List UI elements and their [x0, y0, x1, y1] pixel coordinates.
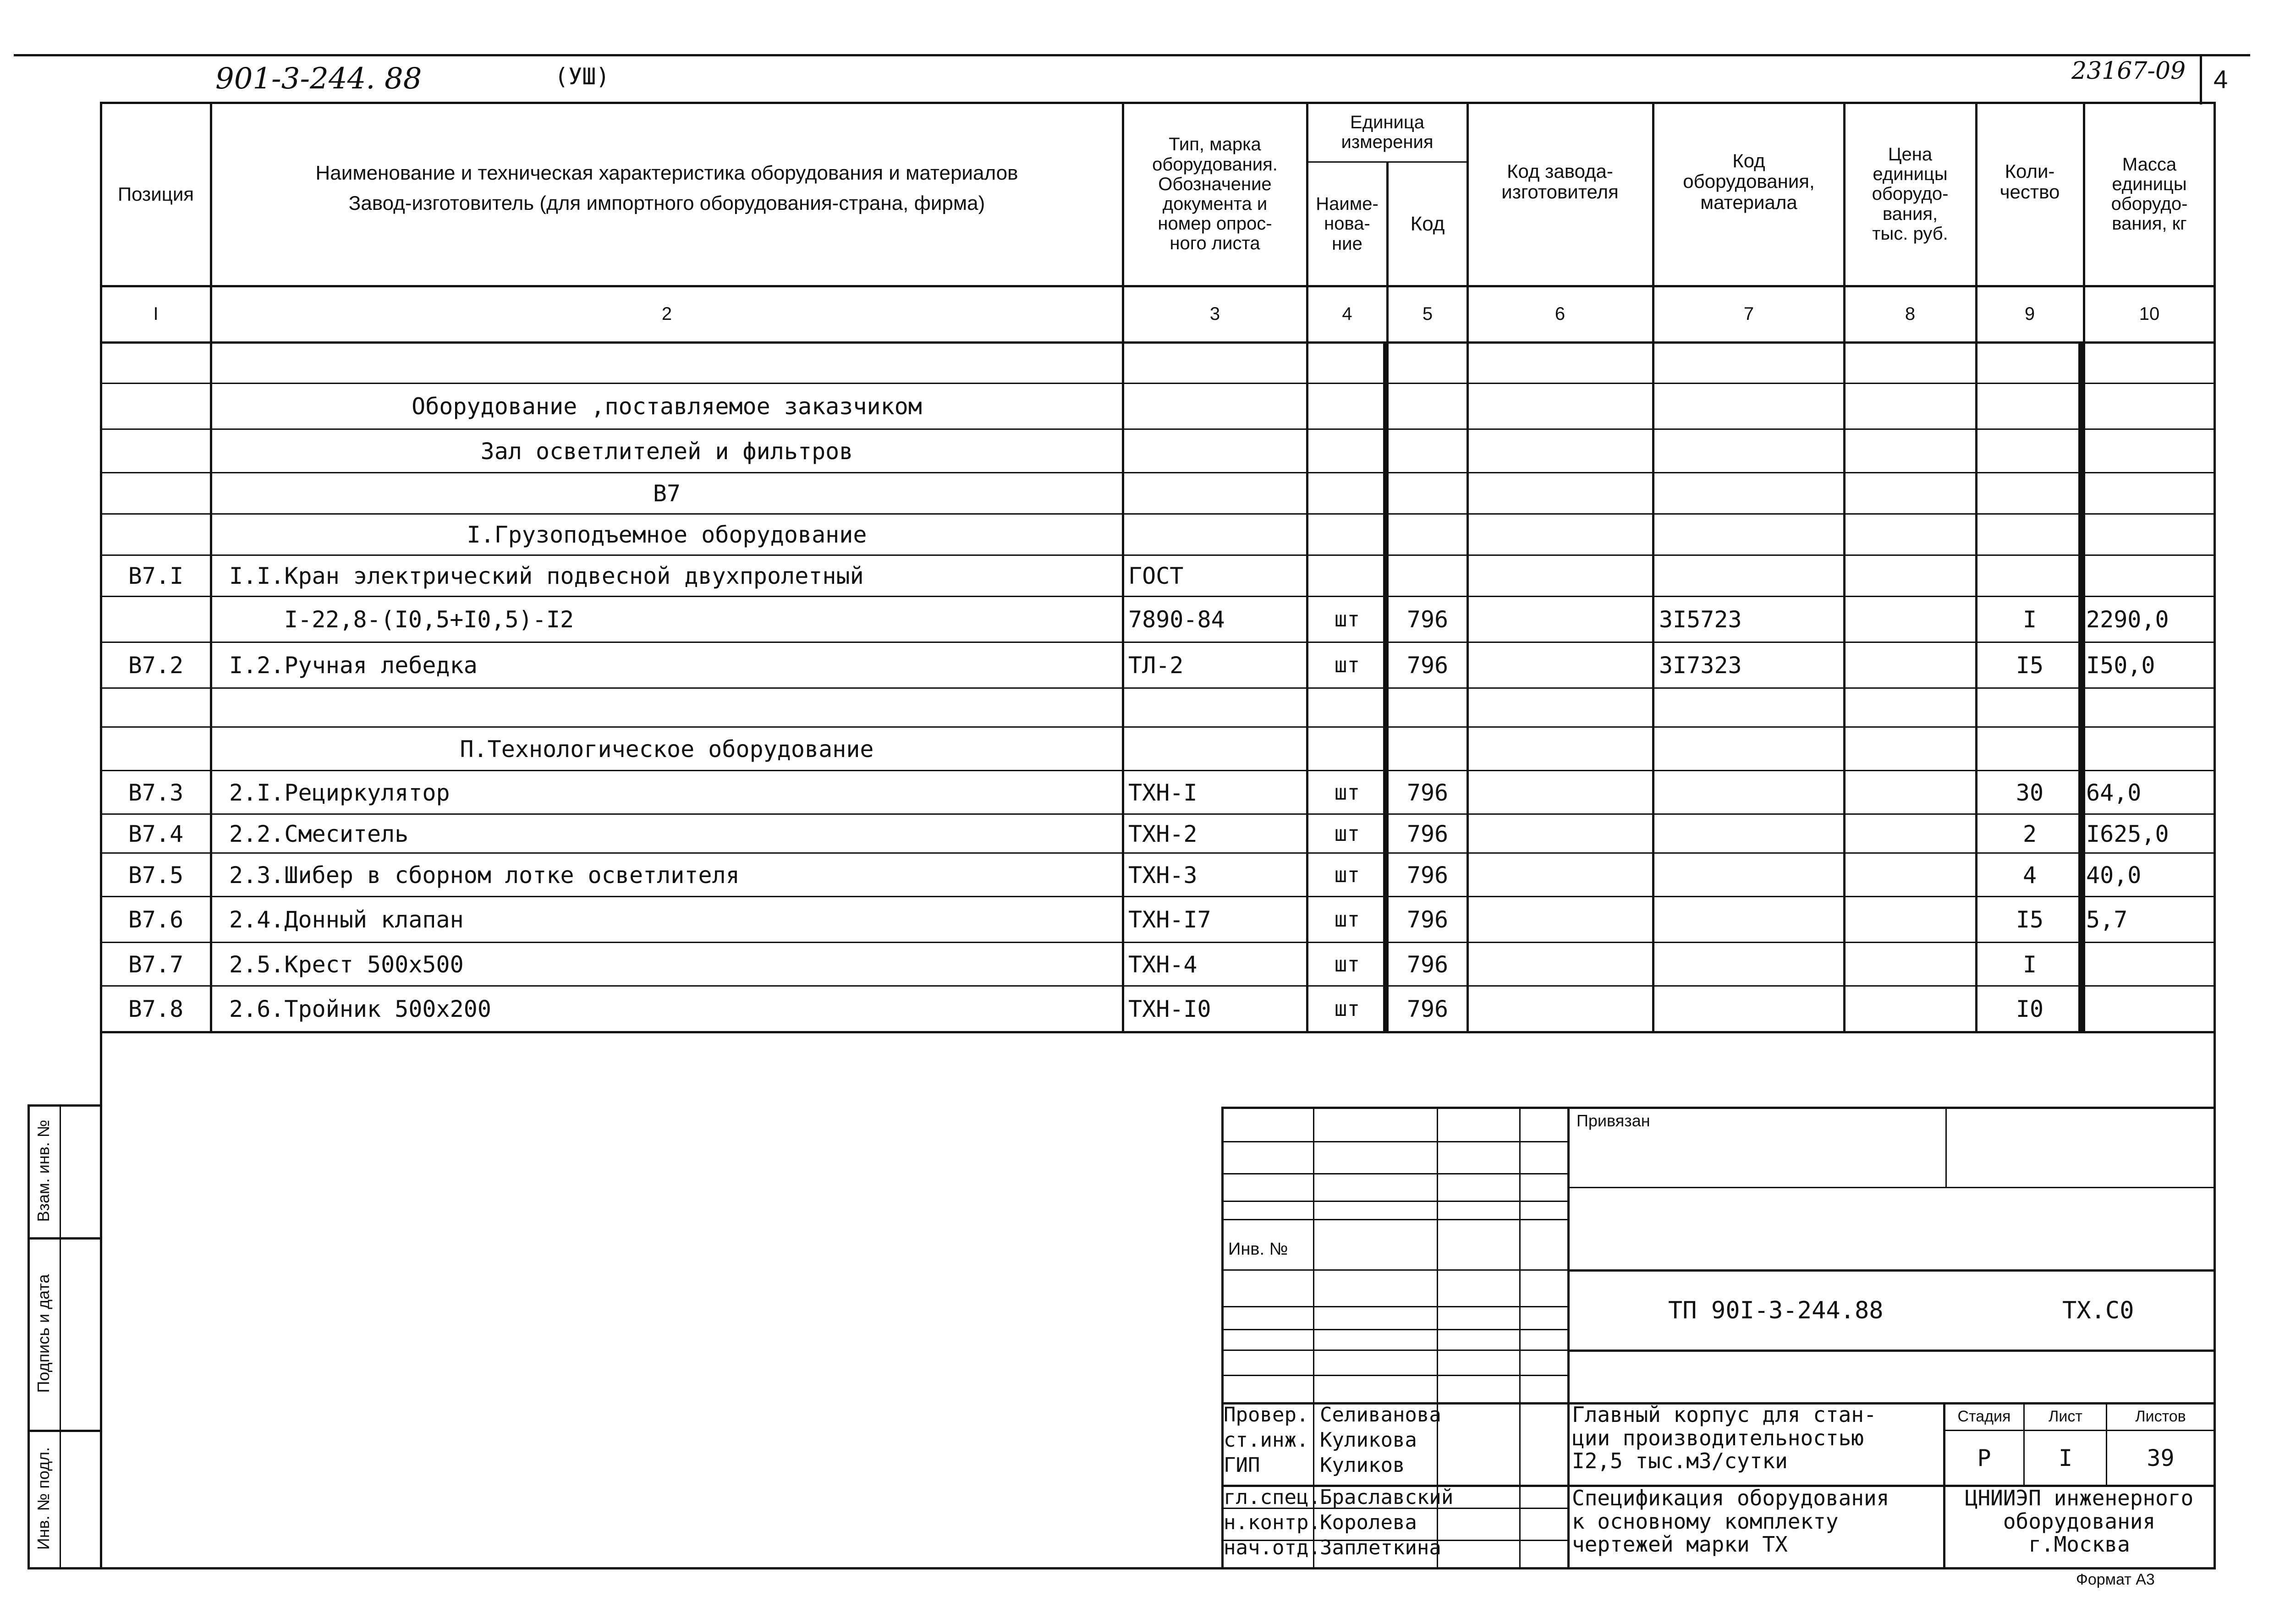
row-name: 2.4.Донный клапан — [229, 906, 464, 933]
row-equip-code: 3I7323 — [1659, 652, 1742, 679]
row-equip-code — [1659, 556, 1842, 596]
row-unit-code: 796 — [1406, 779, 1449, 806]
row-mass — [2086, 556, 2214, 596]
row-name: I.2.Ручная лебедка — [229, 652, 478, 679]
column-number: 10 — [2139, 303, 2160, 324]
row-unit-name: шт — [1334, 653, 1360, 678]
side-stamp-left — [27, 1104, 30, 1567]
row-name: П.Технологическое оборудование — [460, 735, 874, 763]
stamp-grid-line — [1221, 1350, 1567, 1351]
sheets-value: 39 — [2147, 1445, 2175, 1471]
stamp-role: Провер. — [1224, 1403, 1309, 1426]
stamp-v3 — [1519, 1107, 1521, 1567]
row-line — [100, 472, 2214, 473]
row-line — [100, 428, 2214, 430]
row-unit-name: шт — [1334, 951, 1360, 977]
sheet-value: I — [2058, 1445, 2073, 1471]
column-number: 7 — [1743, 303, 1754, 324]
row-name: 2.3.Шибер в сборном лотке осветлителя — [229, 861, 740, 889]
privyazan-label: Привязан — [1576, 1111, 1650, 1130]
row-unit-code: 796 — [1406, 861, 1449, 889]
row-type — [1128, 474, 1306, 513]
side-label-podpis: Подпись и дата — [34, 1274, 53, 1393]
header-mass: Масса единицы оборудо- вания, кг — [2111, 154, 2188, 234]
row-unit-code — [1389, 515, 1467, 554]
row-unit-code — [1389, 689, 1467, 726]
stamp-v-sheet — [2023, 1402, 2025, 1485]
row-equip-code — [1659, 384, 1842, 428]
row-mass: 64,0 — [2086, 779, 2142, 806]
row-qty: 30 — [2016, 779, 2044, 806]
row-name: 2.6.Тройник 500х200 — [229, 996, 491, 1022]
row-equip-code — [1659, 772, 1842, 813]
row-position — [102, 728, 210, 770]
row-type: ТХН-I7 — [1128, 906, 1211, 933]
row-mass — [2086, 728, 2214, 770]
row-qty: I5 — [2016, 906, 2044, 933]
header-unit-group: Единица измерения — [1341, 112, 1434, 152]
row-line — [100, 642, 2214, 643]
row-type — [1128, 384, 1306, 428]
row-qty: I0 — [2016, 996, 2044, 1022]
stamp-top — [1221, 1107, 2214, 1109]
stamp-h-code-top — [1567, 1269, 2214, 1272]
row-mass — [2086, 987, 2214, 1031]
copy-mark: (УШ) — [555, 63, 610, 90]
row-type — [1128, 430, 1306, 472]
row-name: I.Грузоподъемное оборудование — [467, 521, 867, 548]
row-equip-code — [1659, 854, 1842, 896]
stamp-role: н.контр. — [1224, 1510, 1321, 1534]
sheets-label: Листов — [2135, 1407, 2186, 1425]
side-label-vzam: Взам. инв. № — [34, 1119, 53, 1222]
row-unit-code: 796 — [1406, 606, 1449, 633]
row-qty — [1977, 728, 2082, 770]
row-name — [229, 689, 1122, 726]
organization: ЦНИИЭП инженерного оборудования г.Москва — [1965, 1486, 2194, 1557]
row-type: ТХН-I0 — [1128, 996, 1211, 1022]
frame-bottom — [27, 1567, 2216, 1569]
row-qty — [1977, 556, 2082, 596]
row-unit-code — [1389, 343, 1467, 383]
row-equip-code — [1659, 430, 1842, 472]
stamp-v5 — [1945, 1107, 1947, 1187]
stamp-role: гл.спец. — [1224, 1485, 1321, 1509]
row-unit-code — [1389, 728, 1467, 770]
side-stamp-mid — [60, 1104, 61, 1567]
row-unit-name — [1308, 556, 1386, 596]
header-factory-code: Код завода- изготовителя — [1501, 160, 1619, 203]
row-name: 2.2.Смеситель — [229, 820, 409, 847]
row-name: I.I.Кран электрический подвесной двухпролетный — [229, 563, 864, 589]
sheet-top-line — [14, 54, 2250, 56]
column-number: 3 — [1209, 303, 1220, 324]
row-equip-code — [1659, 987, 1842, 1031]
row-position: В7.8 — [128, 996, 184, 1022]
row-mass: 2290,0 — [2086, 606, 2169, 633]
doc-code: ТП 90I-3-244.88 — [1668, 1297, 1884, 1324]
column-number: 8 — [1905, 303, 1916, 324]
row-qty — [1977, 689, 2082, 726]
row-position — [102, 474, 210, 513]
row-qty: 2 — [2022, 820, 2037, 847]
row-qty — [1977, 515, 2082, 554]
row-qty — [1977, 474, 2082, 513]
header-price: Цена единицы оборудо- вания, тыс. руб. — [1872, 144, 1949, 244]
header-unit-code: Код — [1410, 213, 1445, 236]
row-name: Зал осветлителей и фильтров — [480, 438, 853, 465]
header-qty: Коли- чество — [1999, 160, 2060, 203]
row-line — [100, 726, 2214, 728]
row-position: В7.7 — [128, 951, 184, 978]
row-line — [100, 770, 2214, 771]
row-mass — [2086, 430, 2214, 472]
stamp-role: нач.отд. — [1224, 1536, 1321, 1559]
table-bottom — [100, 1031, 2214, 1033]
stamp-grid-line — [1221, 1375, 1567, 1376]
stage-value: Р — [1977, 1445, 1991, 1471]
header-name: Наименование и техническая характеристика оборудования и материалов Завод-изготовитель (для импортного оборудования-страна, фирма) — [315, 162, 1018, 214]
stamp-grid-line — [1221, 1173, 1567, 1174]
row-qty — [1977, 384, 2082, 428]
row-unit-name: шт — [1334, 862, 1360, 887]
stamp-grid-line — [1221, 1201, 1567, 1202]
header-position: Позиция — [117, 183, 194, 205]
row-unit-name — [1308, 343, 1386, 383]
row-unit-code: 796 — [1406, 951, 1449, 978]
row-unit-code — [1389, 430, 1467, 472]
row-unit-name: шт — [1334, 996, 1360, 1021]
header-type: Тип, марка оборудования. Обозначение документа и номер опрос- ного листа — [1152, 134, 1278, 254]
row-line — [100, 852, 2214, 854]
row-line — [100, 513, 2214, 515]
row-mass — [2086, 689, 2214, 726]
row-line — [100, 554, 2214, 556]
row-mass — [2086, 515, 2214, 554]
row-position — [102, 343, 210, 383]
row-equip-code — [1659, 728, 1842, 770]
stamp-person-name: Браславский — [1320, 1485, 1454, 1509]
row-type: ТХН-4 — [1128, 951, 1197, 978]
stamp-role: ГИП — [1224, 1453, 1260, 1477]
column-number: I — [153, 303, 159, 324]
column-number: 6 — [1554, 303, 1565, 324]
stamp-grid-line — [1221, 1306, 1567, 1307]
row-type: ГОСТ — [1128, 563, 1184, 589]
row-mass — [2086, 384, 2214, 428]
row-line — [100, 896, 2214, 897]
row-line — [100, 596, 2214, 597]
row-qty — [1977, 430, 2082, 472]
row-qty: I — [2022, 606, 2037, 633]
stamp-grid-line — [1221, 1269, 1567, 1271]
stamp-person-name: Королева — [1320, 1510, 1417, 1534]
row-type: ТЛ-2 — [1128, 652, 1184, 679]
row-unit-name: шт — [1334, 607, 1360, 632]
row-unit-code — [1389, 474, 1467, 513]
row-type — [1128, 689, 1306, 726]
sheet-label: Лист — [2049, 1407, 2082, 1425]
row-unit-code: 796 — [1406, 996, 1449, 1022]
row-name: В7 — [653, 480, 681, 507]
object-title: Главный корпус для стан- ции производительностью I2,5 тыс.м3/сутки — [1572, 1402, 1877, 1474]
column-number: 9 — [2024, 303, 2035, 324]
row-unit-name: шт — [1334, 907, 1360, 932]
row-type — [1128, 343, 1306, 383]
row-unit-code — [1389, 384, 1467, 428]
page-number-divider — [2200, 54, 2202, 104]
page-number: 4 — [2214, 65, 2228, 93]
stamp-person-name: Заплеткина — [1320, 1536, 1441, 1559]
header-unit-name: Наиме- нова- ние — [1316, 194, 1379, 254]
row-line — [100, 813, 2214, 815]
row-unit-name: шт — [1334, 821, 1360, 846]
stamp-person-name: Селиванова — [1320, 1403, 1441, 1426]
row-mass: I625,0 — [2086, 820, 2169, 847]
row-unit-code: 796 — [1406, 652, 1449, 679]
row-equip-code — [1659, 474, 1842, 513]
stamp-v4 — [1567, 1107, 1570, 1567]
stamp-person-name: Куликова — [1320, 1428, 1417, 1452]
doc-number-handwritten: 901-3-244. 88 — [215, 62, 422, 96]
column-number: 2 — [661, 303, 672, 324]
format-label: Формат А3 — [2076, 1571, 2155, 1588]
row-type — [1128, 728, 1306, 770]
stamp-h-code-bottom — [1567, 1350, 2214, 1352]
row-line — [100, 985, 2214, 987]
row-equip-code: 3I5723 — [1659, 606, 1742, 633]
row-equip-code — [1659, 898, 1842, 942]
row-unit-code: 796 — [1406, 820, 1449, 847]
row-mass — [2086, 343, 2214, 383]
row-equip-code — [1659, 689, 1842, 726]
row-mass: 40,0 — [2086, 861, 2142, 889]
row-position: В7.4 — [128, 820, 184, 847]
column-number: 4 — [1342, 303, 1352, 324]
row-qty: I — [2022, 951, 2037, 978]
row-unit-name — [1308, 474, 1386, 513]
inv-no-label: Инв. № — [1228, 1240, 1288, 1259]
row-type: ТХН-I — [1128, 779, 1197, 806]
row-type: 7890-84 — [1128, 606, 1225, 633]
row-qty — [1977, 343, 2082, 383]
row-line — [100, 687, 2214, 689]
stamp-person-name: Куликов — [1320, 1453, 1405, 1477]
row-mass — [2086, 944, 2214, 985]
stamp-grid-line — [1221, 1329, 1567, 1330]
row-name — [229, 343, 1122, 383]
stamp-role: ст.инж. — [1224, 1428, 1309, 1452]
row-position — [102, 598, 210, 642]
doc-mark: ТХ.С0 — [2062, 1297, 2134, 1324]
sheet-title: Спецификация оборудования к основному комплекту чертежей марки ТХ — [1572, 1486, 1890, 1557]
row-name: 2.5.Крест 500х500 — [229, 951, 464, 978]
row-unit-name — [1308, 515, 1386, 554]
row-position: В7.I — [128, 563, 184, 589]
archive-number: 23167-09 — [2071, 57, 2186, 85]
row-qty: I5 — [2016, 652, 2044, 679]
row-unit-code — [1389, 556, 1467, 596]
frame-right — [2214, 102, 2216, 1568]
row-position: В7.3 — [128, 779, 184, 806]
row-position — [102, 384, 210, 428]
side-label-inv-podl: Инв. № подл. — [34, 1447, 53, 1550]
stamp-v-sheets — [2106, 1402, 2107, 1485]
header-equip-code: Код оборудования, материала — [1683, 149, 1815, 213]
row-position — [102, 430, 210, 472]
row-unit-name — [1308, 728, 1386, 770]
row-mass — [2086, 474, 2214, 513]
stamp-h-stage-labels — [1943, 1430, 2214, 1431]
row-position: В7.5 — [128, 861, 184, 889]
row-type: ТХН-3 — [1128, 861, 1197, 889]
row-equip-code — [1659, 515, 1842, 554]
stamp-h-privyazan — [1567, 1187, 2214, 1188]
side-stamp-h2 — [27, 1430, 101, 1432]
row-unit-name — [1308, 430, 1386, 472]
side-stamp-h1 — [27, 1237, 101, 1240]
row-name: 2.I.Рециркулятор — [229, 779, 450, 806]
row-type — [1128, 515, 1306, 554]
row-unit-code: 796 — [1406, 906, 1449, 933]
row-position: В7.2 — [128, 652, 184, 679]
side-stamp-top — [27, 1104, 101, 1107]
row-type: ТХН-2 — [1128, 820, 1197, 847]
row-unit-name: шт — [1334, 779, 1360, 805]
row-line — [100, 942, 2214, 943]
row-equip-code — [1659, 343, 1842, 383]
row-equip-code — [1659, 815, 1842, 852]
row-mass: 5,7 — [2086, 906, 2128, 933]
column-number: 5 — [1422, 303, 1433, 324]
row-line — [100, 383, 2214, 384]
row-equip-code — [1659, 944, 1842, 985]
row-mass: I50,0 — [2086, 652, 2155, 679]
row-position — [102, 515, 210, 554]
row-unit-name — [1308, 384, 1386, 428]
row-position: В7.6 — [128, 906, 184, 933]
row-name: I-22,8-(I0,5+I0,5)-I2 — [284, 606, 574, 633]
row-name: Оборудование ,поставляемое заказчиком — [412, 393, 922, 420]
stamp-grid-line — [1221, 1219, 1567, 1220]
row-qty: 4 — [2022, 861, 2037, 889]
row-position — [102, 689, 210, 726]
stage-label: Стадия — [1957, 1407, 2011, 1425]
row-unit-name — [1308, 689, 1386, 726]
stamp-grid-line — [1221, 1141, 1567, 1142]
